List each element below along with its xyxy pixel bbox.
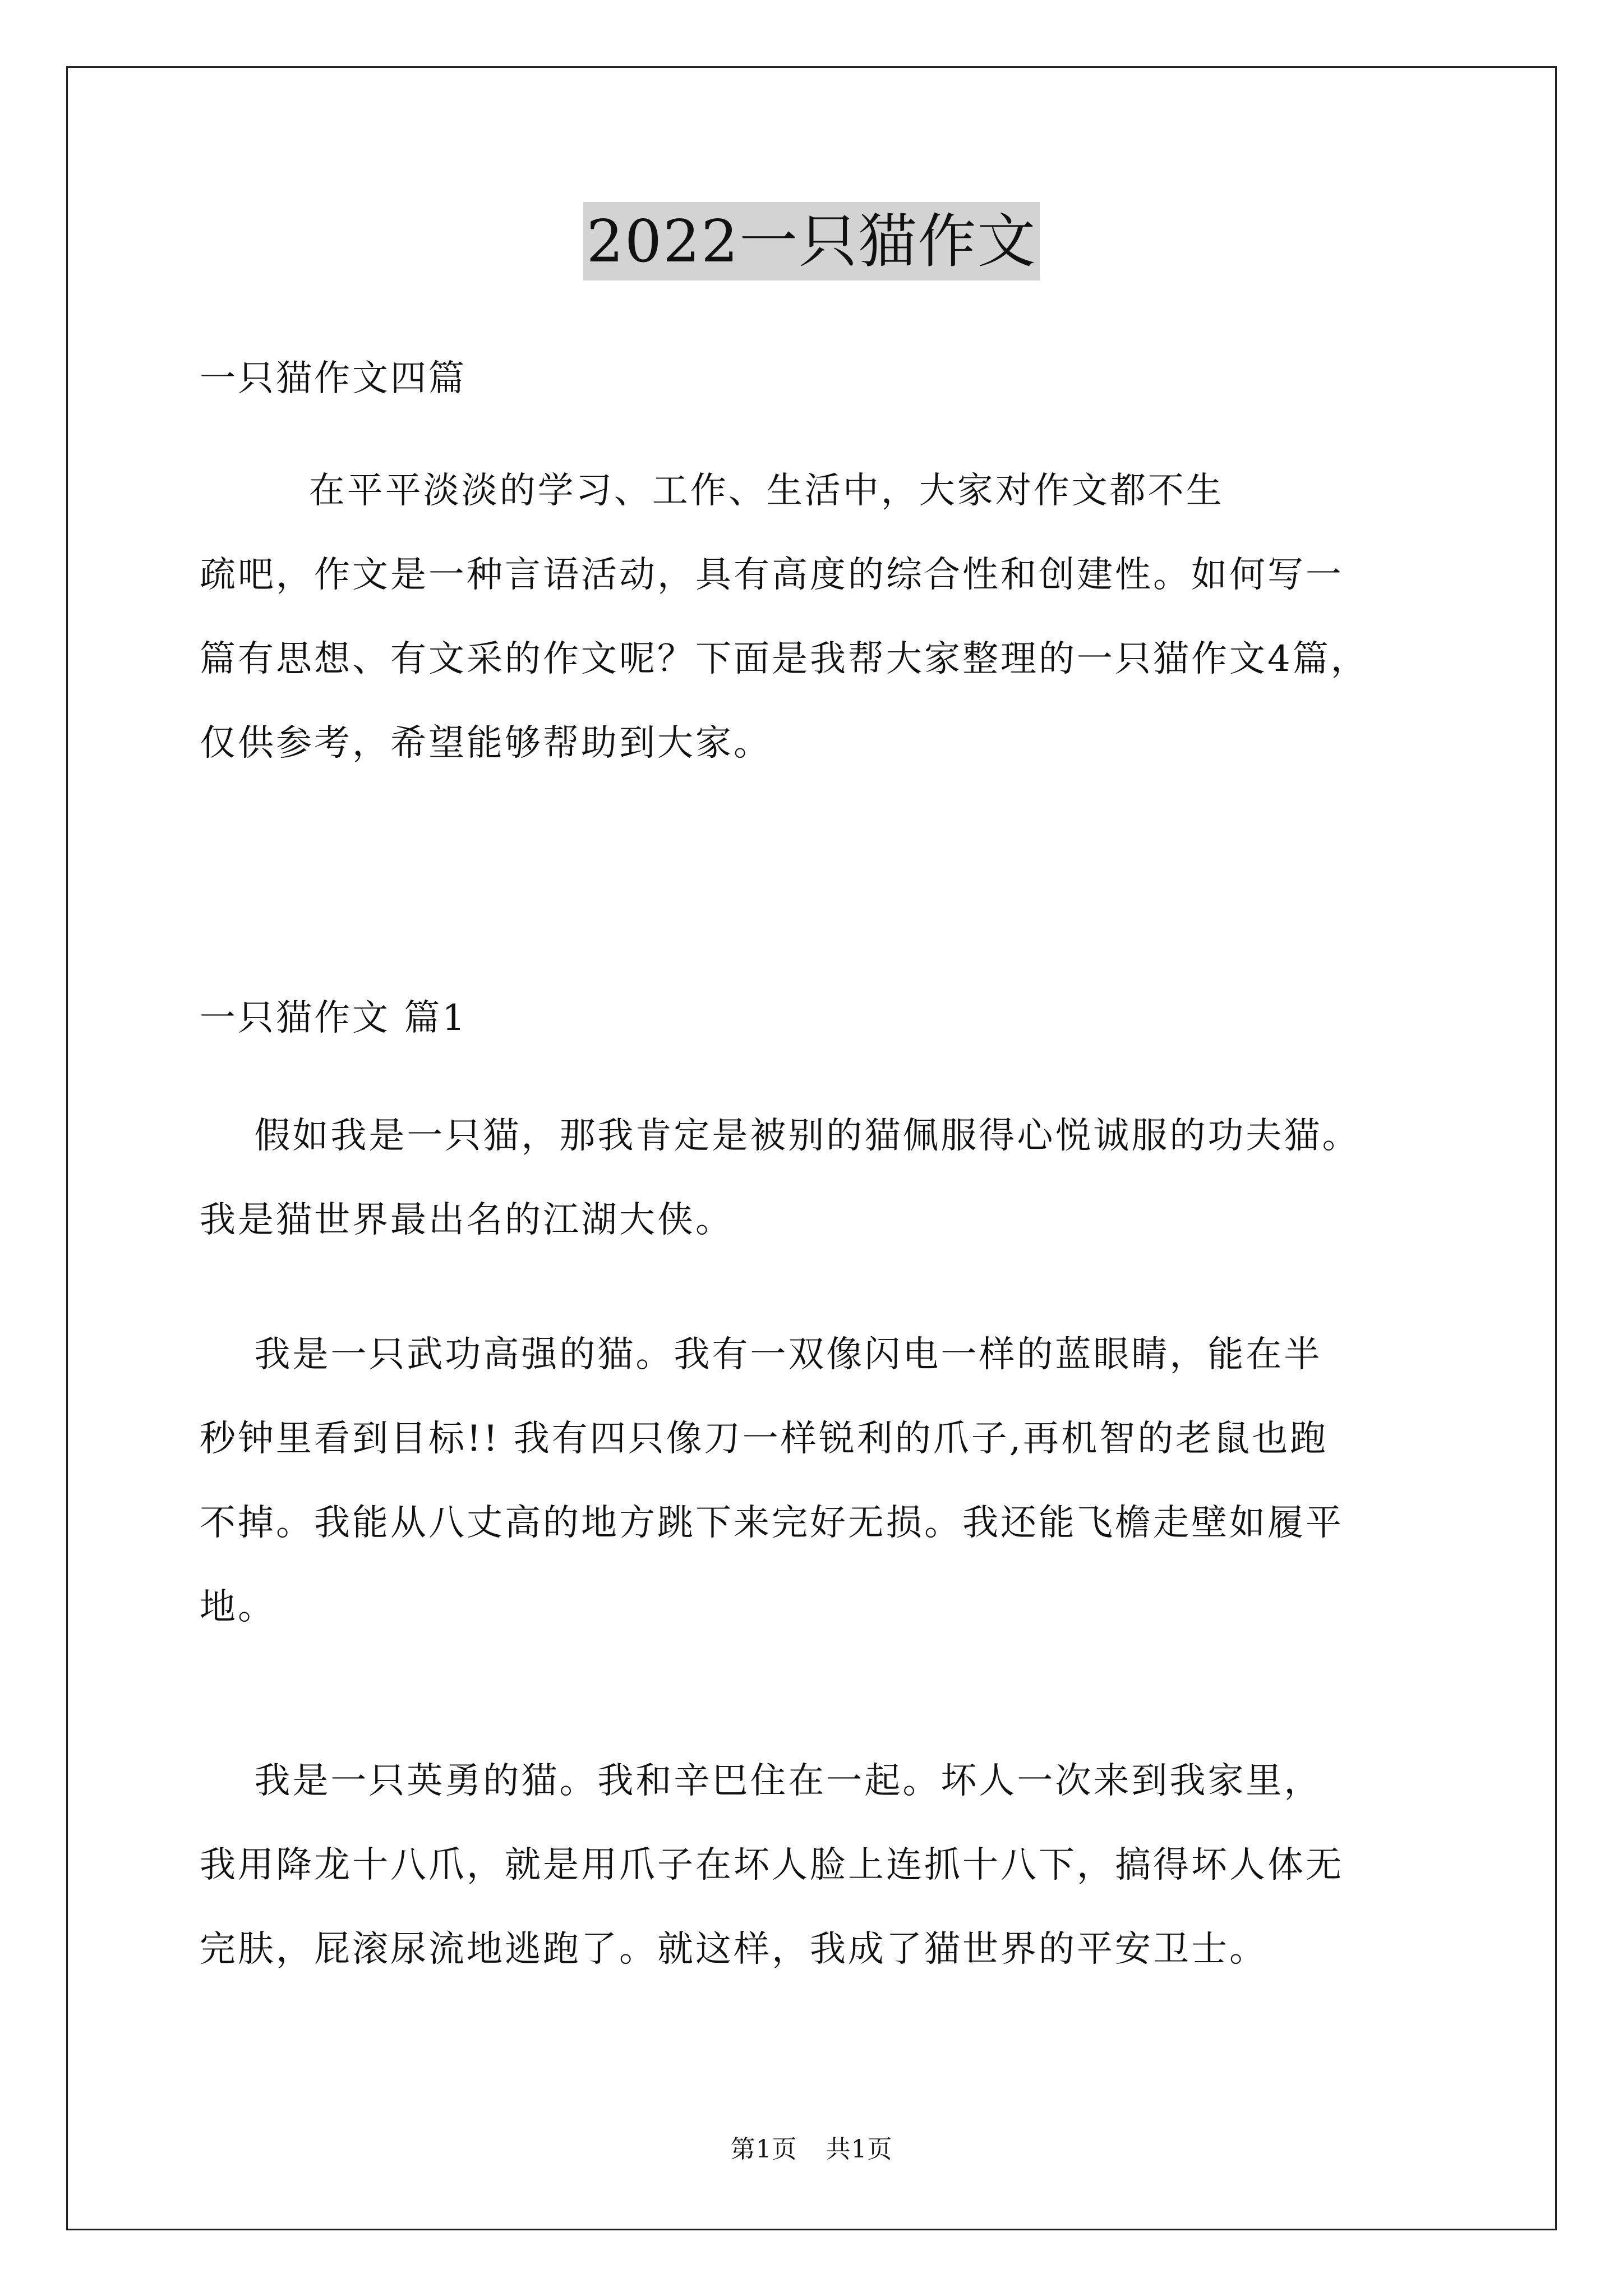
title-container	[0, 202, 1623, 280]
document-title: 2022一只猫作文	[583, 202, 1040, 280]
paragraph-line: 我用降龙十八爪，就是用爪子在坏人脸上连抓十八下，搞得坏人体无	[200, 1844, 1344, 1886]
intro-line: 在平平淡淡的学习、工作、生活中，大家对作文都不生	[200, 470, 1224, 512]
paragraph-line: 我是猫世界最出名的江湖大侠。	[200, 1199, 734, 1241]
page-footer	[0, 2129, 1623, 2165]
paragraph-line: 不掉。我能从八丈高的地方跳下来完好无损。我还能飞檐走壁如履平	[200, 1502, 1344, 1544]
subheading: 一只猫作文四篇	[200, 358, 467, 399]
paragraph-line: 我是一只英勇的猫。我和辛巴住在一起。坏人一次来到我家里，	[200, 1760, 1322, 1802]
intro-paragraph	[200, 449, 1456, 785]
page-total: 共1页	[826, 2135, 893, 2164]
body-paragraph	[200, 1739, 1456, 1991]
paragraph-line: 我是一只武功高强的猫。我有一双像闪电一样的蓝眼睛，能在半	[200, 1334, 1322, 1375]
body-paragraph	[200, 1094, 1456, 1262]
paragraph-line: 地。	[200, 1586, 276, 1628]
body-paragraph	[200, 1313, 1456, 1649]
section-heading: 一只猫作文 篇1	[200, 997, 468, 1039]
page-number: 第1页	[730, 2135, 797, 2164]
paragraph-line: 假如我是一只猫，那我肯定是被别的猫佩服得心悦诚服的功夫猫。	[200, 1115, 1361, 1157]
paragraph-line: 秒钟里看到目标!! 我有四只像刀一样锐利的爪子,再机智的老鼠也跑	[200, 1418, 1329, 1460]
intro-line: 篇有思想、有文采的作文呢？下面是我帮大家整理的一只猫作文4篇，	[200, 638, 1369, 680]
intro-line: 疏吧，作文是一种言语活动，具有高度的综合性和创建性。如何写一	[200, 554, 1344, 596]
paragraph-line: 完肤，屁滚尿流地逃跑了。就这样，我成了猫世界的平安卫士。	[200, 1929, 1267, 1970]
intro-line: 仅供参考，希望能够帮助到大家。	[200, 723, 772, 764]
